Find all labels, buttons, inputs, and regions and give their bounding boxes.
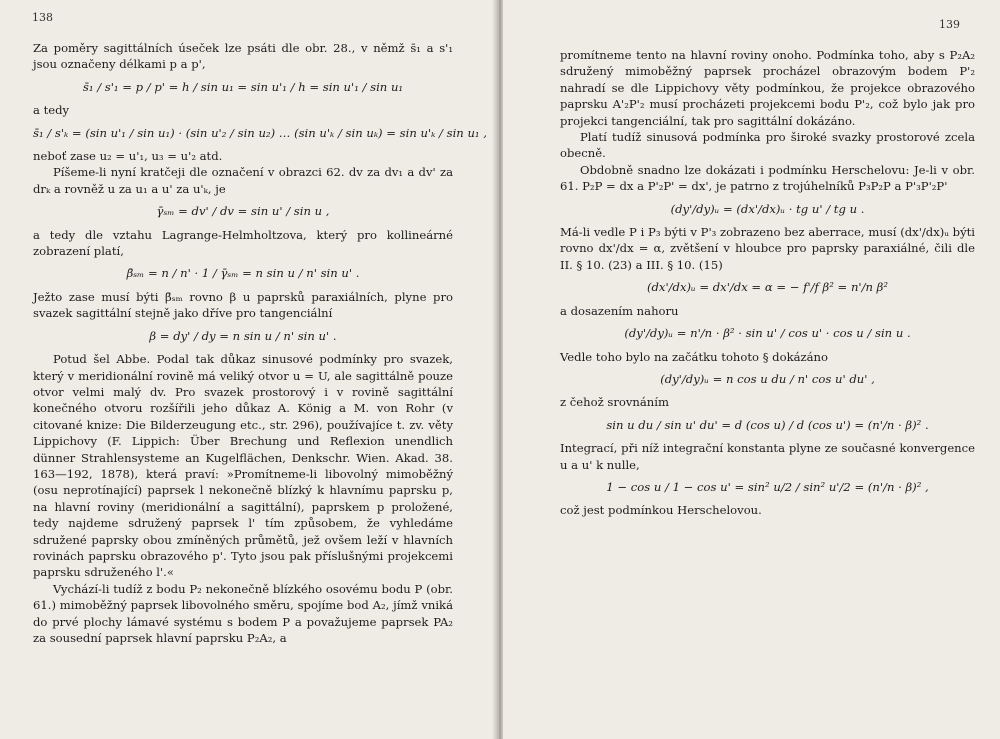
page-number-left: 138 — [32, 11, 53, 24]
zase-line: neboť zase u₂ = u'₁, u₃ = u'₂ atd. — [33, 149, 223, 164]
paragraph-mali: Má-li vedle P i P₃ býti v P'₃ zobrazeno bez aberrace, musí (dx'/dx)ᵤ býti rovno dx'/dx = α, zvětšení v hloubce pro paprsky paraxiálné, čili dle II. § 10. (23) a III. § 10. (15) — [560, 225, 975, 272]
paragraph-obdobne: Obdobně snadno lze dokázati i podmínku Herschelovu: Je-li v obr. 61. P₂P = dx a P'₂P' = dx', je patrno z trojúhelníků P₃P₂P a P'₃P'₂P' — [560, 162, 975, 194]
intro-line: Za poměry sagittálních úseček lze psáti dle obr. 28., v němž s̄₁ a s'₁ jsou označeny délkami p a p', — [33, 41, 453, 72]
left-page-body — [33, 40, 487, 646]
right-page-body — [560, 47, 975, 519]
equation-9: (dy'/dy)ᵤ = n cos u du / n' cos u' du' , — [660, 371, 875, 386]
equation-4: β̄ₛₘ = n / n' · 1 / γ̄ₛₘ = n sin u / n' sin u' . — [126, 266, 360, 281]
equation-6: (dy'/dy)ᵤ = (dx'/dx)ᵤ · tg u' / tg u . — [670, 201, 865, 216]
paragraph-vedle: Vedle toho bylo na začátku tohoto § dokázáno — [560, 349, 828, 364]
dosazenim-line: a dosazením nahoru — [560, 303, 679, 318]
left-page — [0, 0, 497, 739]
srovnanim-line: z čehož srovnáním — [560, 395, 669, 410]
paragraph-abbe: Potud šel Abbe. Podal tak důkaz sinusové podmínky pro svazek, který v meridionální rovině má veliký otvor u = U, ale sagittálně pouze otvor velmi malý dv. Pro svazek prostorový i v rovině sagittální konečného otvoru rozšířili jeho důkaz A. König a M. von Rohr (v citované knize: Die Bilderzeugung etc., str. 296), používajíce t. zv. věty Lippichovy (F. Lippich: Über Brechung und Reflexion unendlich dünner Strahlensysteme an Kugelflächen, Denkschr. Wien. Akad. 38. 163—192, 1878), která praví: »Promítneme-li libovolný mimoběžný (osu neprotínající) paprsek l nekonečně blízký k hlavnímu paprsku p, na hlavní roviny (meridionální a sagittální), paprskem p proložené, tedy najdeme sdružený paprsek l' tím způsobem, že vyhledáme sdružené paprsky obou zmíněných průmětů, jež ovšem leží v hlavních rovinách paprsku obrazového p'. Tyto jsou pak příslušnými projekcemi paprsku sdruženého l'.« — [33, 352, 453, 580]
equation-11: 1 − cos u / 1 − cos u' = sin² u/2 / sin² u'/2 = (n'/n · β)² , — [606, 479, 929, 494]
equation-10: sin u du / sin u' du' = d (cos u) / d (cos u') = (n'/n · β)² . — [606, 417, 929, 432]
paragraph-piseme: Píšeme-li nyní kratčeji dle označení v obrazci 62. dv za dv₁ a dv' za drₖ a rovněž u za u₁ a u' za u'ₖ, je — [33, 165, 453, 196]
equation-3: γ̄ₛₘ = dv' / dv = sin u' / sin u , — [156, 204, 330, 219]
paragraph-lagrange: a tedy dle vztahu Lagrange-Helmholtzova, který pro kollineárné zobrazení platí, — [33, 227, 453, 259]
paragraph-plati: Platí tudíž sinusová podmínka pro široké svazky prostorové zcela obecně. — [560, 130, 975, 161]
paragraph-promitneme: promítneme tento na hlavní roviny onoho. Podmínka toho, aby s P₂A₂ sdružený mimoběžný paprsek procházel obrazovým bodem P'₂ nahradí se dle Lippichovy věty podmínkou, že projekce obrazového paprsku A'₂P'₂ musí procházeti projekcemi bodu P'₂, což bylo jak pro projekci tangenciální, tak pro sagittální dokázáno. — [560, 48, 975, 128]
a-tedy-line: a tedy — [33, 103, 70, 118]
closing-line: což jest podmínkou Herschelovou. — [560, 503, 762, 518]
equation-2: s̄₁ / s'ₖ = (sin u'₁ / sin u₁) · (sin u'₂ / sin u₂) … (sin u'ₖ / sin uₖ) = sin u'ₖ / sin u₁ , — [33, 125, 487, 140]
paragraph-jezto: Ježto zase musí býti β̄ₛₘ rovno β u paprsků paraxiálních, plyne pro svazek sagittální stejně jako dříve pro tangenciální — [33, 289, 453, 321]
equation-7: (dx'/dx)ᵤ = dx'/dx = α = − f'/f β² = n'/n β² — [646, 280, 889, 295]
equation-8: (dy'/dy)ᵤ = n'/n · β² · sin u' / cos u' · cos u / sin u . — [624, 326, 911, 341]
paragraph-integraci: Integrací, při níž integrační konstanta plyne ze současné konvergence u a u' k nulle, — [560, 441, 975, 472]
paragraph-vychazi: Vychází-li tudíž z bodu P₂ nekonečně blízkého osovému bodu P (obr. 61.) mimoběžný paprsek libovolného směru, spojíme bod A₂, jímž vniká do prvé plochy lámavé systému s bodem P a považujeme paprsek PA₂ za sousední paprsek hlavní paprsku P₂A₂, a — [33, 581, 453, 645]
right-page — [503, 0, 1000, 739]
equation-1: s̄₁ / s'₁ = p / p' = h / sin u₁ = sin u'₁ / h = sin u'₁ / sin u₁ — [82, 79, 404, 94]
equation-5: β = dy' / dy = n sin u / n' sin u' . — [149, 328, 337, 343]
page-number-right: 139 — [939, 18, 960, 31]
